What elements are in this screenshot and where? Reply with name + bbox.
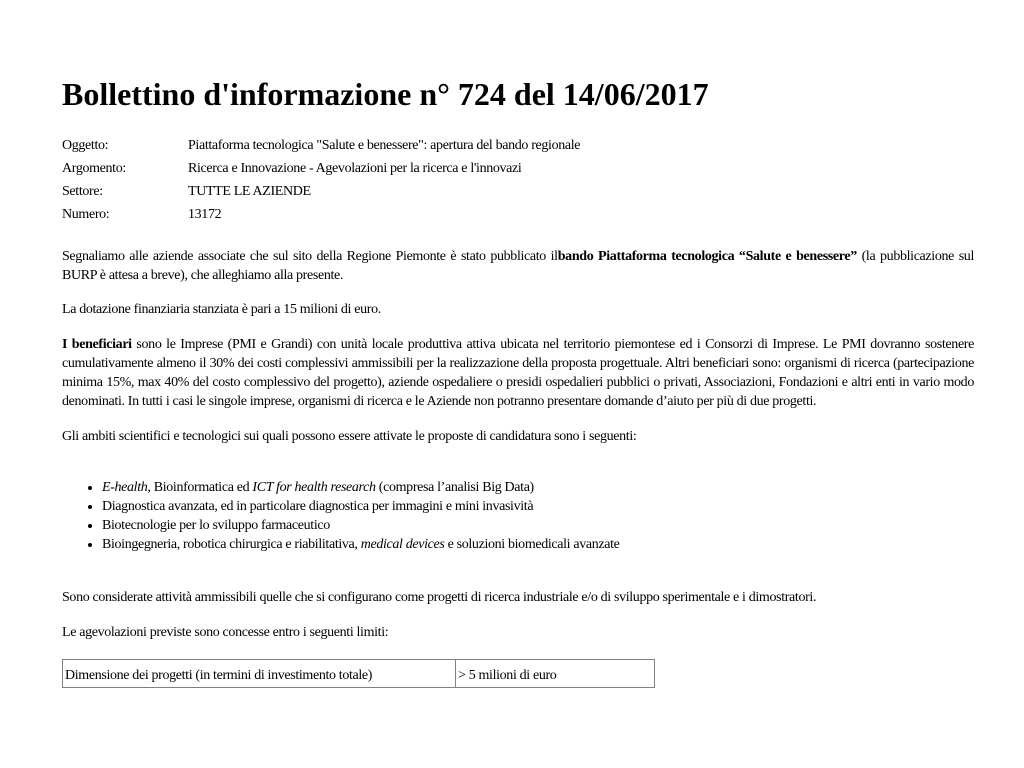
- meta-value: TUTTE LE AZIENDE: [188, 184, 311, 199]
- attivita-paragraph: Sono considerate attività ammissibili quelle che si configurano come progetti di ricerca industriale e/o di sviluppo sperimentale e i dimostratori.: [62, 590, 817, 605]
- list-item: [102, 478, 974, 497]
- meta-row-numero: [62, 203, 580, 226]
- meta-label: Settore:: [62, 184, 103, 199]
- limits-table: [62, 659, 655, 688]
- ambiti-intro-paragraph: Gli ambiti scientifici e tecnologici sui quali possono essere attivate le proposte di candidatura sono i seguenti:: [62, 429, 637, 444]
- meta-value: 13172: [188, 207, 222, 222]
- meta-row-argomento: [62, 157, 580, 180]
- dotazione-paragraph: La dotazione finanziaria stanziata è pari a 15 milioni di euro.: [62, 302, 381, 317]
- list-item-text: Diagnostica avanzata, ed in particolare diagnostica per immagini e mini invasività: [102, 499, 534, 514]
- meta-label: Oggetto:: [62, 138, 109, 153]
- meta-label: Numero:: [62, 207, 110, 222]
- document-content: [62, 72, 974, 688]
- intro-text-after: (la pubblicazione sul BURP è attesa a breve), che alleghiamo alla presente.: [62, 249, 974, 283]
- list-item: [102, 497, 974, 516]
- list-item-text: Biotecnologie per lo sviluppo farmaceutico: [102, 518, 330, 533]
- page-title: Bollettino d'informazione n° 724 del 14/06/2017: [62, 76, 709, 112]
- agevolazioni-intro-paragraph: Le agevolazioni previste sono concesse entro i seguenti limiti:: [62, 625, 389, 640]
- list-item-text: (compresa l’analisi Big Data): [375, 480, 534, 495]
- meta-row-settore: [62, 180, 580, 203]
- intro-text: Segnaliamo alle aziende associate che sul sito della Regione Piemonte è stato pubblicato il: [62, 249, 558, 264]
- list-item-text: e soluzioni biomedicali avanzate: [444, 537, 620, 552]
- italic-term: ICT for health research: [252, 480, 376, 495]
- beneficiari-bold: I beneficiari: [62, 337, 132, 352]
- italic-term: E-health: [102, 480, 148, 495]
- meta-value: Ricerca e Innovazione - Agevolazioni per la ricerca e l'innovazi: [188, 161, 522, 176]
- list-item-text: Bioingegneria, robotica chirurgica e riabilitativa,: [102, 537, 361, 552]
- ambiti-list: [62, 478, 974, 554]
- intro-bold-text: bando Piattaforma tecnologica “Salute e benessere”: [557, 249, 857, 264]
- list-item-text: , Bioinformatica ed: [147, 480, 253, 495]
- italic-term: medical devices: [360, 537, 445, 552]
- meta-value: Piattaforma tecnologica "Salute e benessere": apertura del bando regionale: [188, 138, 581, 153]
- meta-label: Argomento:: [62, 161, 126, 176]
- table-row: [63, 660, 655, 688]
- list-item: [102, 516, 974, 535]
- table-cell: Dimensione dei progetti (in termini di investimento totale): [63, 660, 456, 688]
- list-item: [102, 535, 974, 554]
- beneficiari-text: sono le Imprese (PMI e Grandi) con unità locale produttiva attiva ubicata nel territorio piemontese ed i Consorzi di Imprese. Le PMI dovranno sostenere cumulativamente almeno il 30% dei costi complessivi ammissibili per la realizzazione della proposta progettuale. Altri beneficiari sono: organismi di ricerca (partecipazione minima 15%, max 40% del costo complessivo del progetto), aziende ospedaliere o presidi ospedalieri pubblici o privati, Associazioni, Fondazioni e altri enti in vario modo denominati. In tutti i casi le singole imprese, organismi di ricerca e le Aziende non potranno presentare domande d’aiuto per più di due progetti.: [62, 337, 974, 409]
- metadata-table: [62, 134, 580, 226]
- beneficiari-paragraph: [62, 335, 974, 411]
- intro-paragraph: [62, 247, 974, 285]
- meta-row-oggetto: [62, 134, 580, 157]
- table-cell: > 5 milioni di euro: [456, 660, 655, 688]
